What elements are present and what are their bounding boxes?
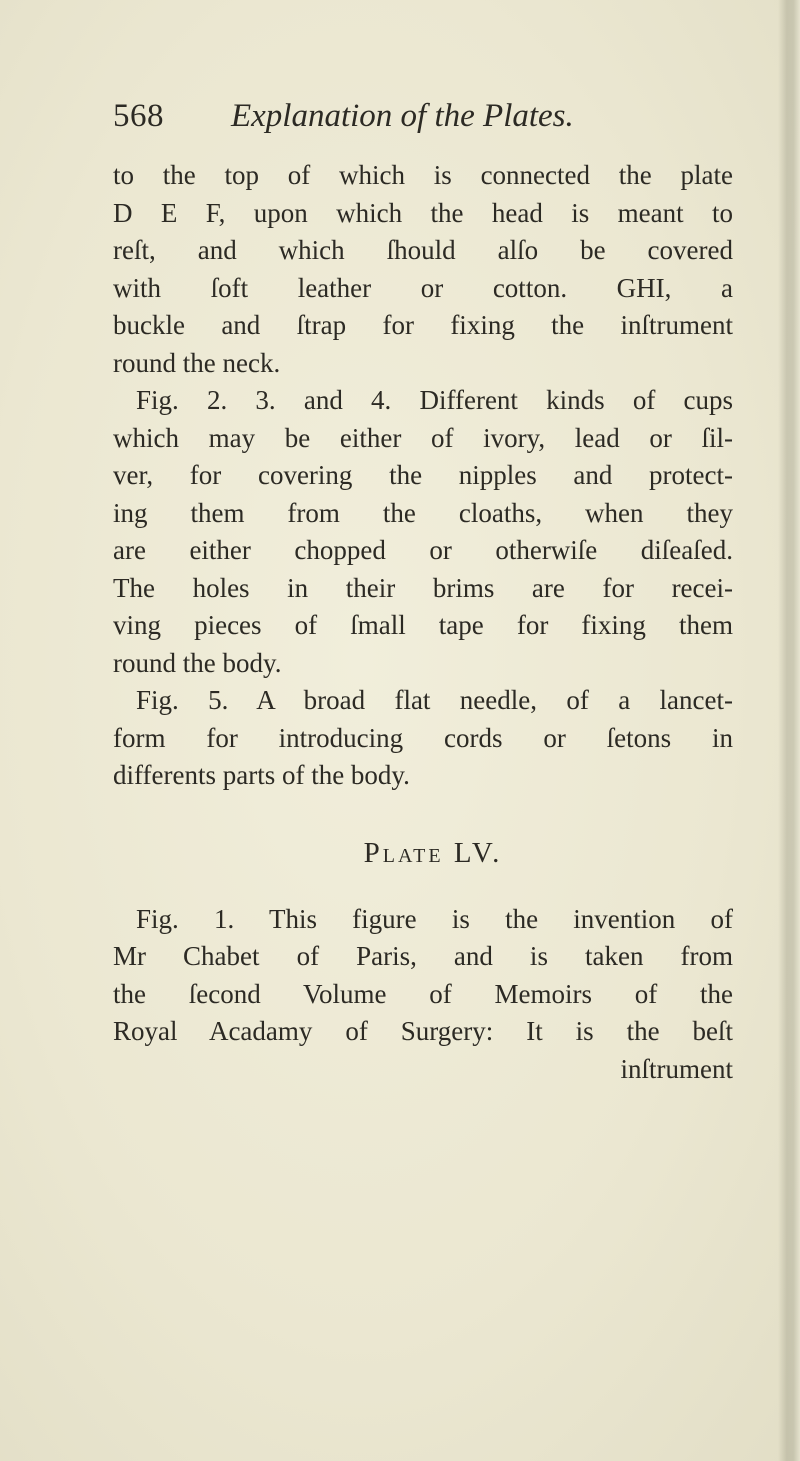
paragraph xyxy=(113,157,733,382)
text-line: Mr Chabet of Paris, and is taken from xyxy=(113,941,733,971)
text-line: are either chopped or otherwiſe diſeaſed. xyxy=(113,535,733,565)
text-line: ver, for covering the nipples and protect- xyxy=(113,460,733,490)
catchword: inſtrument xyxy=(620,1053,733,1084)
text-line: with ſoft leather or cotton. GHI, a xyxy=(113,272,733,303)
text-line: Fig. 5. A broad flat needle, of a lancet- xyxy=(136,685,733,715)
text-line: ving pieces of ſmall tape for fixing them xyxy=(113,610,733,640)
text-line: to the top of which is connected the plate xyxy=(113,160,733,190)
plate-heading: Plate LV. xyxy=(363,836,503,869)
text-line: the ſecond Volume of Memoirs of the xyxy=(113,978,733,1009)
page-number: 568 xyxy=(113,98,164,134)
paragraph xyxy=(113,682,733,795)
text-line: which may be either of ivory, lead or ſil- xyxy=(113,422,733,453)
text-line: differents parts of the body. xyxy=(113,760,410,790)
text-line: form for introducing cords or ſetons in xyxy=(113,722,733,753)
text-line: Fig. 2. 3. and 4. Different kinds of cups xyxy=(136,385,733,415)
page-body xyxy=(113,157,733,1088)
text-line: round the neck. xyxy=(113,347,281,378)
binding-gutter xyxy=(778,0,800,1461)
page-header xyxy=(113,98,733,144)
text-line: Fig. 1. This figure is the invention of xyxy=(136,903,733,934)
paragraph xyxy=(113,901,733,1051)
text-line: D E F, upon which the head is meant to xyxy=(113,197,733,228)
running-head: Explanation of the Plates. xyxy=(231,98,574,134)
text-line: round the body. xyxy=(113,647,282,678)
text-line: The holes in their brims are for recei- xyxy=(113,572,733,603)
text-line: Royal Acadamy of Surgery: It is the beſt xyxy=(113,1016,733,1046)
text-line: ing them from the cloaths, when they xyxy=(113,497,733,528)
paragraph xyxy=(113,382,733,682)
text-line: reſt, and which ſhould alſo be covered xyxy=(113,235,733,265)
text-line: buckle and ſtrap for fixing the inſtrument xyxy=(113,310,733,340)
